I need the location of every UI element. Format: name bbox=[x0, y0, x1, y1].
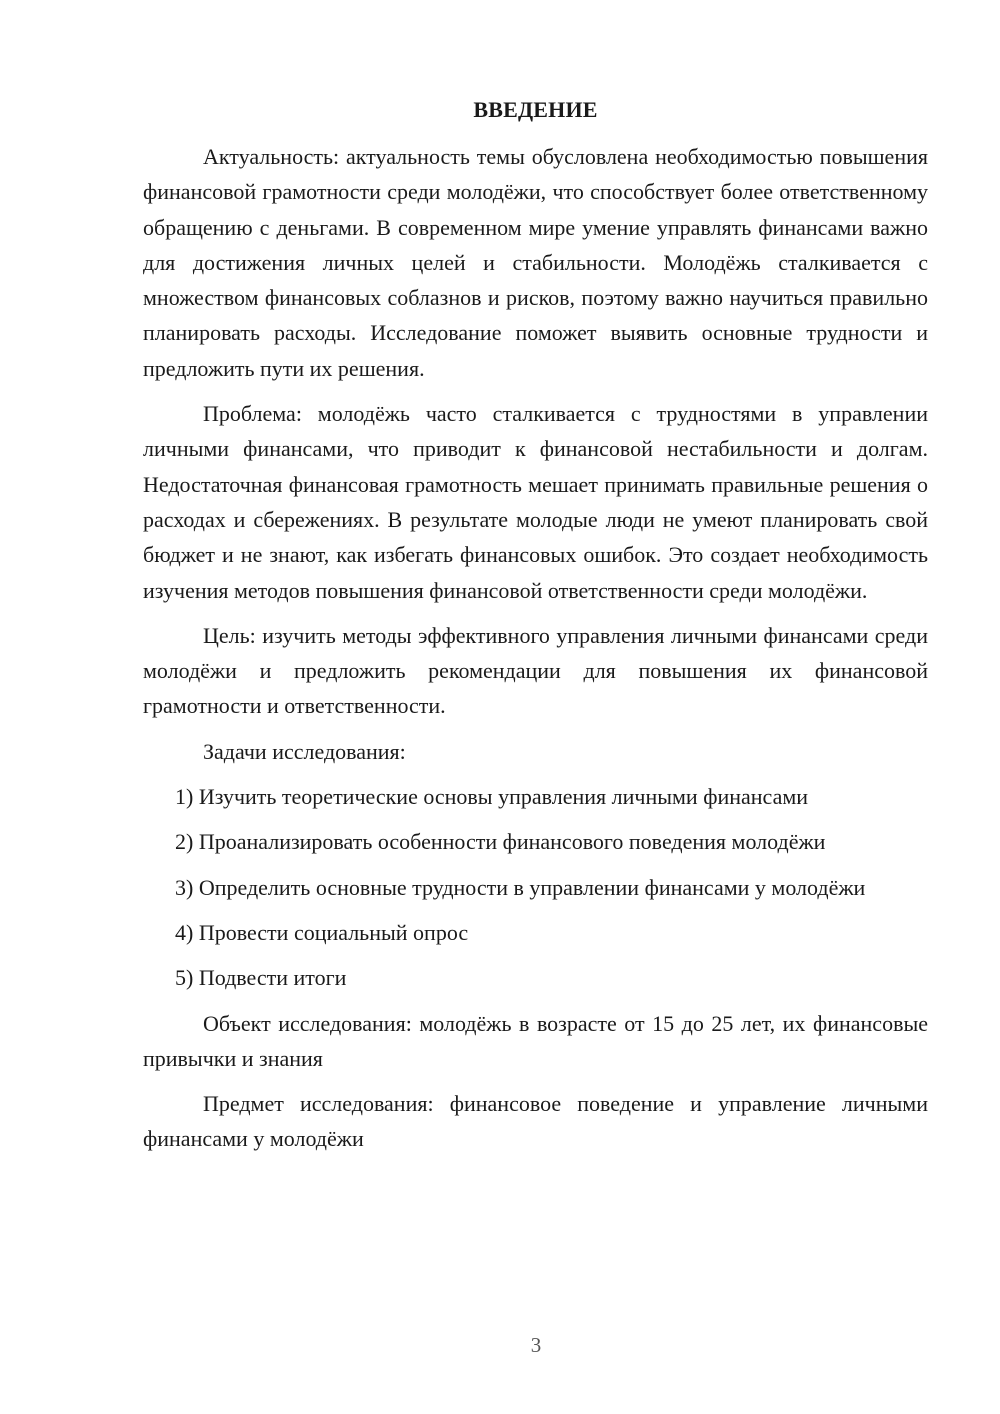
subject-paragraph: Предмет исследования: финансовое поведение и управление личными финансами у молодёжи bbox=[143, 1091, 928, 1152]
page-title: ВВЕДЕНИЕ bbox=[473, 97, 598, 122]
object-paragraph: Объект исследования: молодёжь в возрасте от 15 до 25 лет, их финансовые привычки и знания bbox=[143, 1010, 928, 1071]
task-item-3: 3) Определить основные трудности в управлении финансами у молодёжи bbox=[175, 874, 866, 900]
task-item-2: 2) Проанализировать особенности финансового поведения молодёжи bbox=[175, 829, 826, 855]
goal-paragraph: Цель: изучить методы эффективного управления личными финансами среди молодёжи и предложить рекомендации для повышения их финансовой грамотности и ответственности. bbox=[143, 622, 928, 719]
relevance-paragraph: Актуальность: актуальность темы обусловлена необходимостью повышения финансовой грамотности среди молодёжи, что способствует более ответственному обращению с деньгами. В современном мире умение управлять финансами важно для достижения личных целей и стабильности. Молодёжь сталкивается с множеством финансовых соблазнов и рисков, поэтому важно научиться правильно планировать расходы. Исследование поможет выявить основные трудности и предложить пути их решения. bbox=[143, 144, 928, 381]
task-item-1: 1) Изучить теоретические основы управления личными финансами bbox=[175, 784, 809, 810]
task-item-5: 5) Подвести итоги bbox=[175, 965, 347, 991]
page-number: 3 bbox=[530, 1333, 542, 1357]
tasks-heading: Задачи исследования: bbox=[203, 738, 406, 764]
problem-paragraph: Проблема: молодёжь часто сталкивается с трудностями в управлении личными финансами, что приводит к финансовой нестабильности и долгам. Недостаточная финансовая грамотность мешает принимать правильные решения о расходах и сбережениях. В результате молодые люди не умеют планировать свой бюджет и не знают, как избегать финансовых ошибок. Это создает необходимость изучения методов повышения финансовой ответственности среди молодёжи. bbox=[143, 401, 928, 603]
task-item-4: 4) Провести социальный опрос bbox=[175, 919, 469, 945]
page-content bbox=[143, 92, 928, 1167]
